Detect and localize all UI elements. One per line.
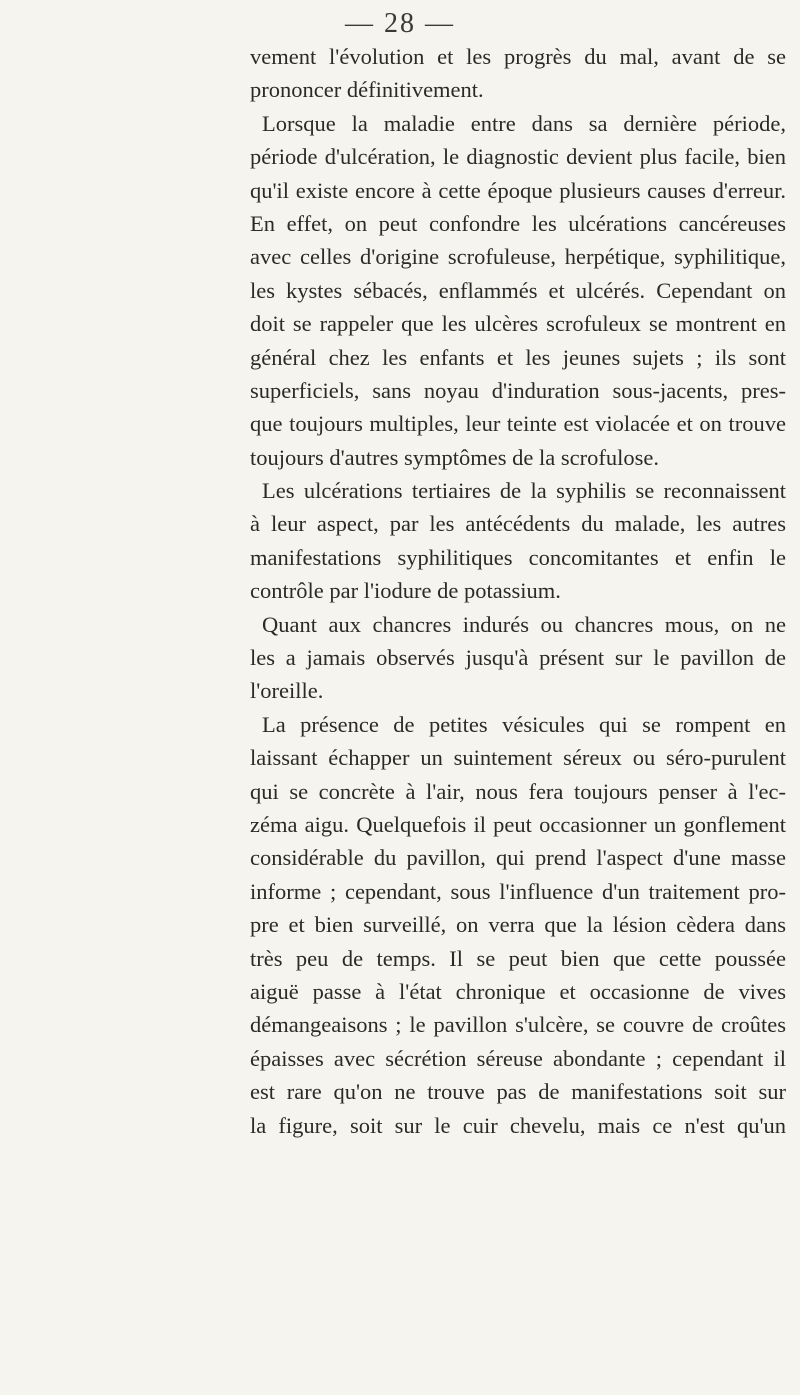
text-line: est rare qu'on ne trouve pas de manifestations soit sur [250,1079,786,1105]
text-line: doit se rappeler que les ulcères scrofuleux se montrent en [250,311,786,337]
text-line: à leur aspect, par les antécédents du malade, les autres [250,511,786,537]
text-line: épaisses avec sécrétion séreuse abondante ; cependant il [250,1045,786,1071]
text-line: démangeaisons ; le pavillon s'ulcère, se couvre de croûtes [250,1012,786,1038]
text-line: avec celles d'origine scrofuleuse, herpétique, syphilitique, [250,244,786,270]
text-line: manifestations syphilitiques concomitantes et enfin le [250,544,786,570]
text-line: très peu de temps. Il se peut bien que cette poussée [250,945,786,971]
text-line: Quant aux chancres indurés ou chancres mous, on ne [262,611,786,637]
text-line: les kystes sébacés, enflammés et ulcérés. Cependant on [250,277,786,303]
text-line: qu'il existe encore à cette époque plusieurs causes d'erreur. [250,177,786,203]
text-line: informe ; cependant, sous l'influence d'un traitement pro- [250,878,786,904]
text-line: vement l'évolution et les progrès du mal, avant de se [250,44,786,69]
text-line: général chez les enfants et les jeunes sujets ; ils sont [250,344,786,370]
body-text [250,40,786,1142]
text-line: La présence de petites vésicules qui se rompent en [262,711,786,737]
text-line: qui se concrète à l'air, nous fera toujours penser à l'ec- [250,778,786,804]
text-line: considérable du pavillon, qui prend l'aspect d'une masse [250,845,786,871]
text-line: En effet, on peut confondre les ulcérations cancéreuses [250,210,786,236]
text-line: les a jamais observés jusqu'à présent sur le pavillon de [250,645,786,671]
text-line: aiguë passe à l'état chronique et occasionne de vives [250,978,786,1004]
text-line: pre et bien surveillé, on verra que la lésion cèdera dans [250,912,786,938]
text-line: l'oreille. [250,678,324,704]
text-line: zéma aigu. Quelquefois il peut occasionner un gonflement [250,811,786,837]
text-line: que toujours multiples, leur teinte est violacée et on trouve [250,411,786,437]
text-line: Lorsque la maladie entre dans sa dernière période, [262,110,786,136]
page-number: — 28 — [345,8,455,39]
text-line: Les ulcérations tertiaires de la syphilis se reconnaissent [262,478,786,504]
text-line: contrôle par l'iodure de potassium. [250,578,561,604]
text-line: période d'ulcération, le diagnostic devient plus facile, bien [250,144,786,170]
text-line: prononcer définitivement. [250,77,484,103]
text-line: la figure, soit sur le cuir chevelu, mais ce n'est qu'un [250,1112,786,1138]
text-line: toujours d'autres symptômes de la scrofulose. [250,444,659,470]
text-line: laissant échapper un suintement séreux ou séro-purulent [250,745,786,771]
text-line: superficiels, sans noyau d'induration sous-jacents, pres- [250,377,786,403]
